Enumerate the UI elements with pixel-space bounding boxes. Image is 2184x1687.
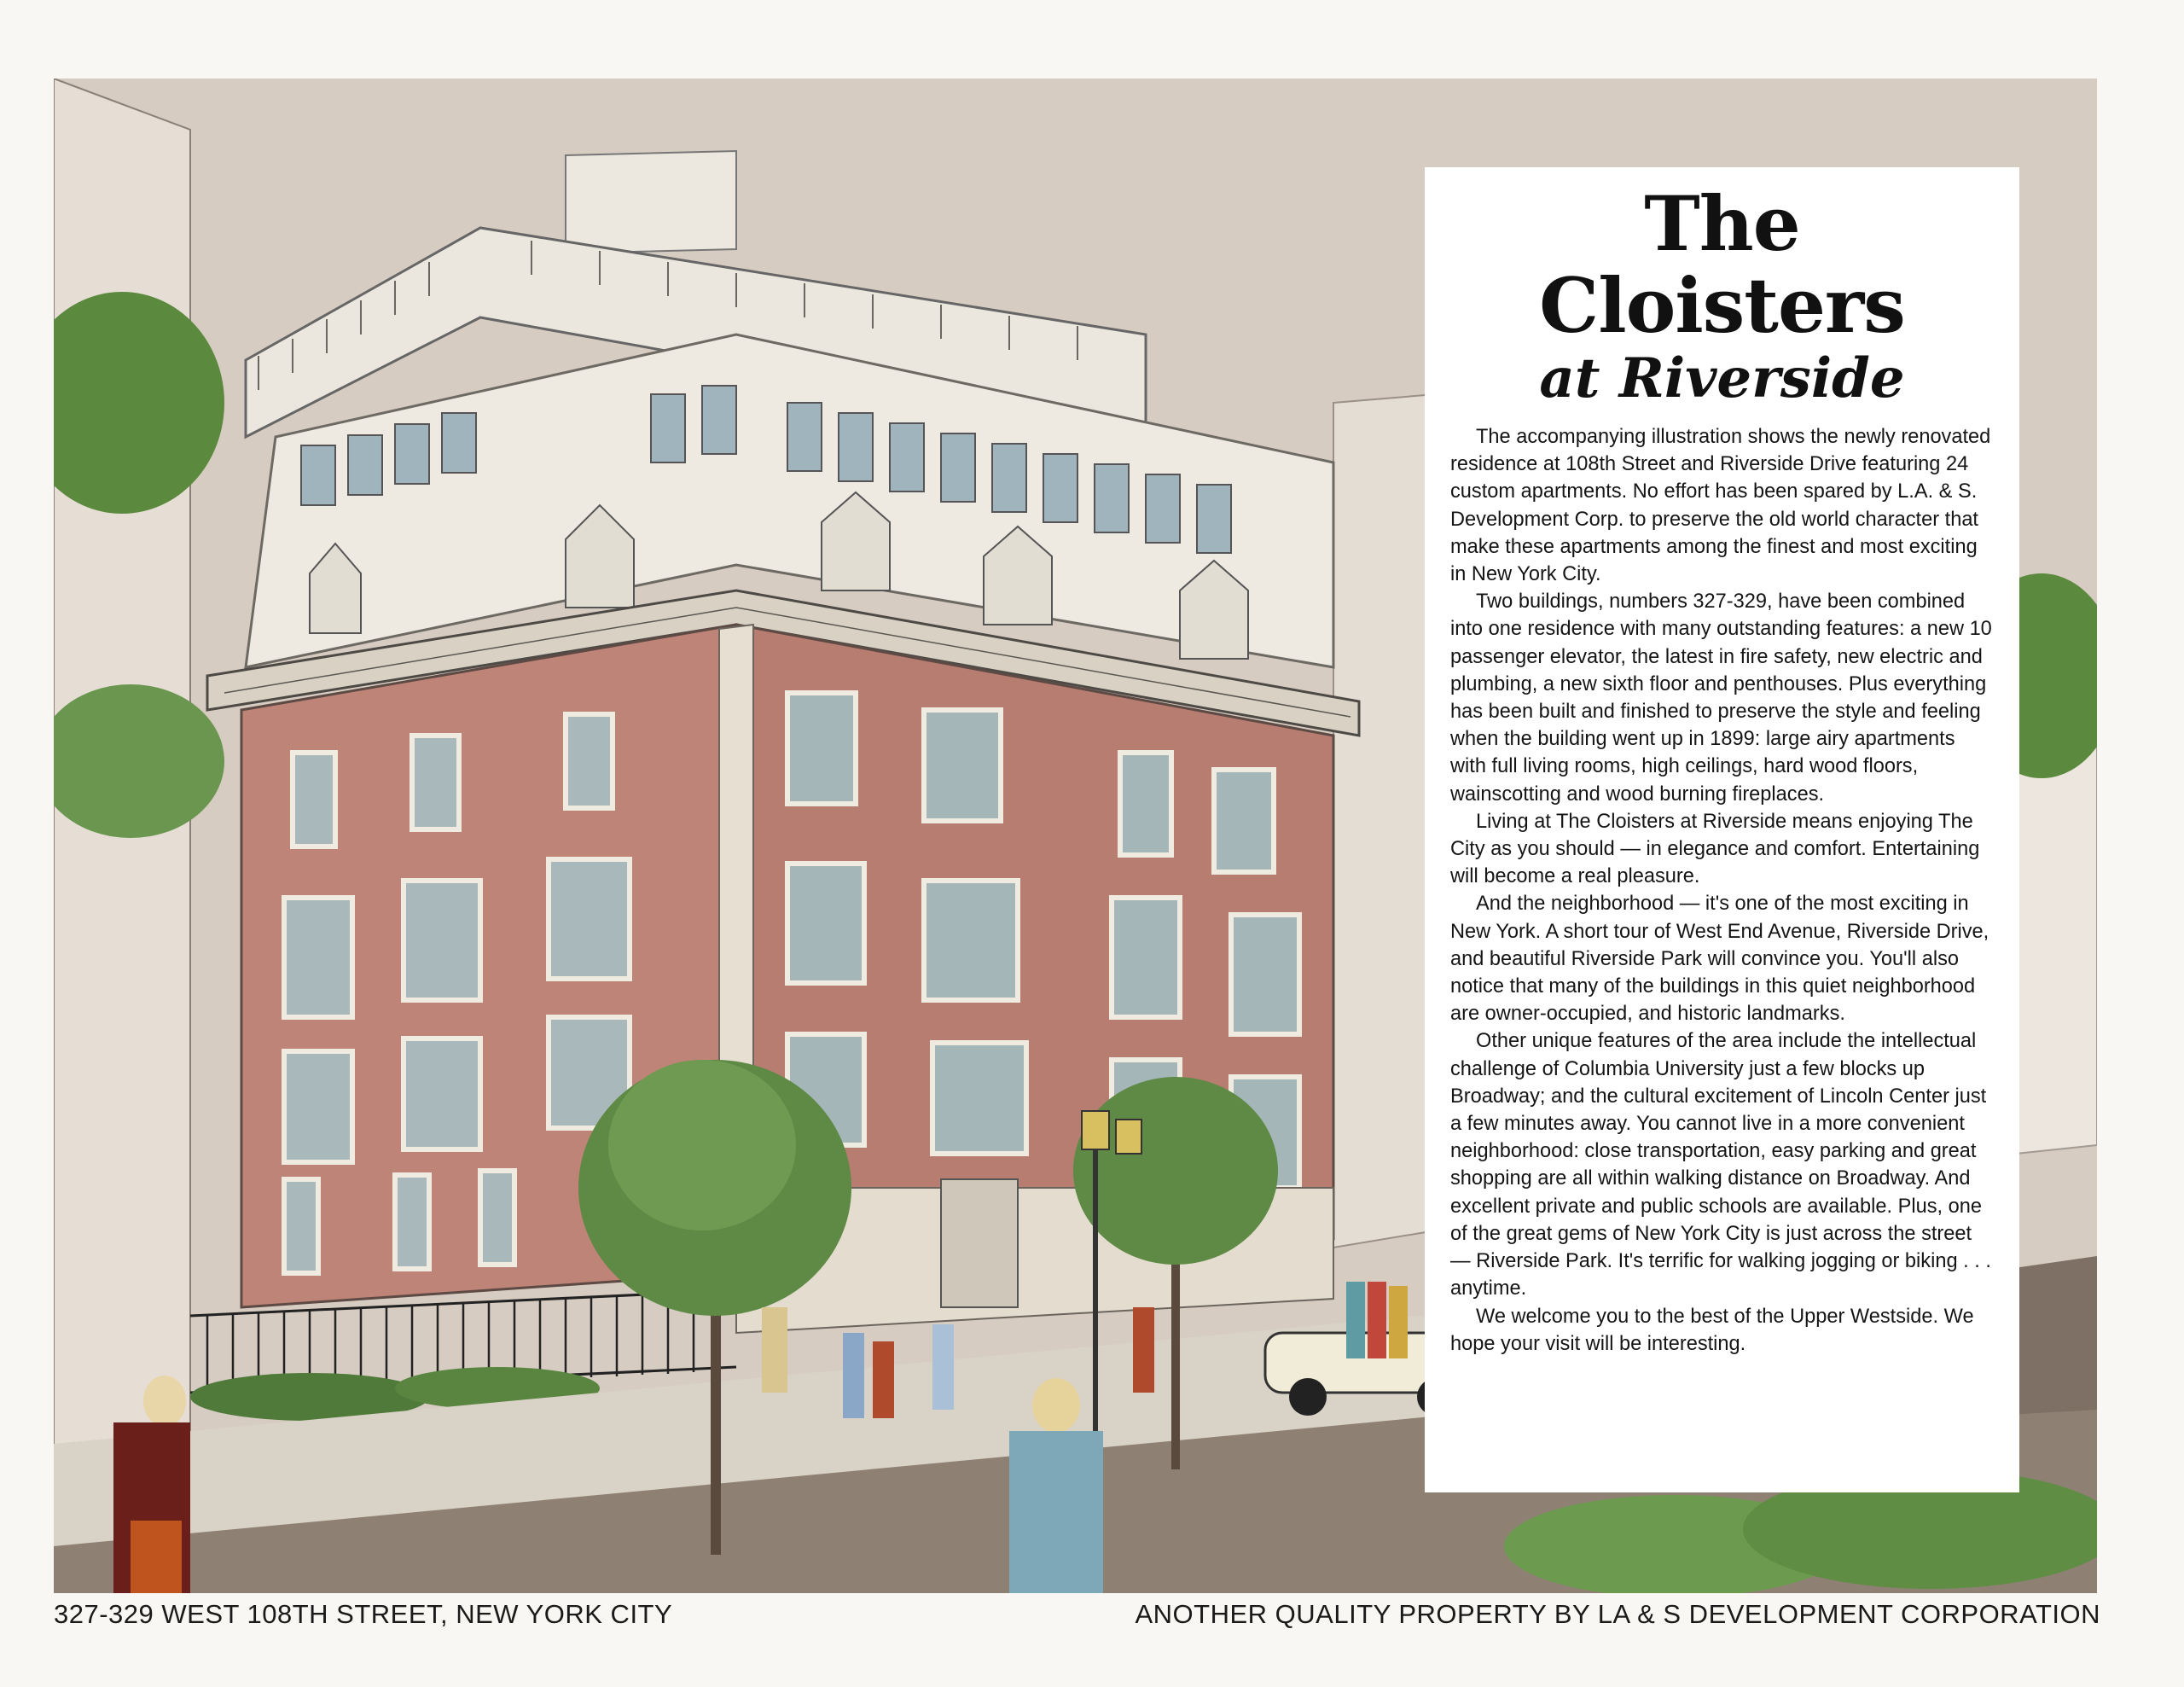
description-panel	[1425, 167, 2019, 1492]
paragraph: We welcome you to the best of the Upper Westside. We hope your visit will be interesting.	[1450, 1305, 1974, 1355]
description-text	[1450, 423, 1994, 1358]
paragraph: Living at The Cloisters at Riverside means enjoying The City as you should — in elegance and comfort. Entertaining will become a real pleasure.	[1450, 810, 1980, 888]
paragraph: And the neighborhood — it's one of the most exciting in New York. A short tour of West End Avenue, Riverside Drive, and beautiful Riverside Park will convince you. You'll also notice that many of the buildings in this quiet neighborhood are owner-occupied, and historic landmarks.	[1450, 893, 1989, 1026]
developer-caption: ANOTHER QUALITY PROPERTY BY LA & S DEVELOPMENT CORPORATION	[1135, 1599, 2100, 1629]
paragraph: Two buildings, numbers 327-329, have been combined into one residence with many outstanding features: a new 10 passenger elevator, the latest in fire safety, new electric and plumbing, a new sixth floor and penthouses. Plus everything has been built and finished to preserve the style and feeling when the building went up in 1899: large airy apartments with full living rooms, high ceilings, hard wood floors, wainscotting and wood burning fireplaces.	[1450, 590, 1992, 806]
address-caption: 327-329 WEST 108TH STREET, NEW YORK CITY	[54, 1599, 673, 1629]
page-title: The Cloisters	[1539, 179, 1905, 350]
paragraph: The accompanying illustration shows the newly renovated residence at 108th Street and Riverside Drive featuring 24 custom apartments. No effort has been spared by L.A. & S. Development Corp. to preserve the old world character that make these apartments among the finest and most exciting in New York City.	[1450, 426, 1991, 586]
page-subtitle: at Riverside	[1539, 346, 1905, 410]
paragraph: Other unique features of the area include the intellectual challenge of Columbia University just a few blocks up Broadway; and the cultural excitement of Lincoln Center just a few minutes away. You cannot live in a more convenient neighborhood: close transportation, easy parking and great shopping are all within walking distance on Broadway. And excellent private and public schools are available. Plus, one of the great gems of New York City is just across the street — Riverside Park. It's terrific for walking jogging or biking . . . anytime.	[1450, 1030, 1991, 1300]
